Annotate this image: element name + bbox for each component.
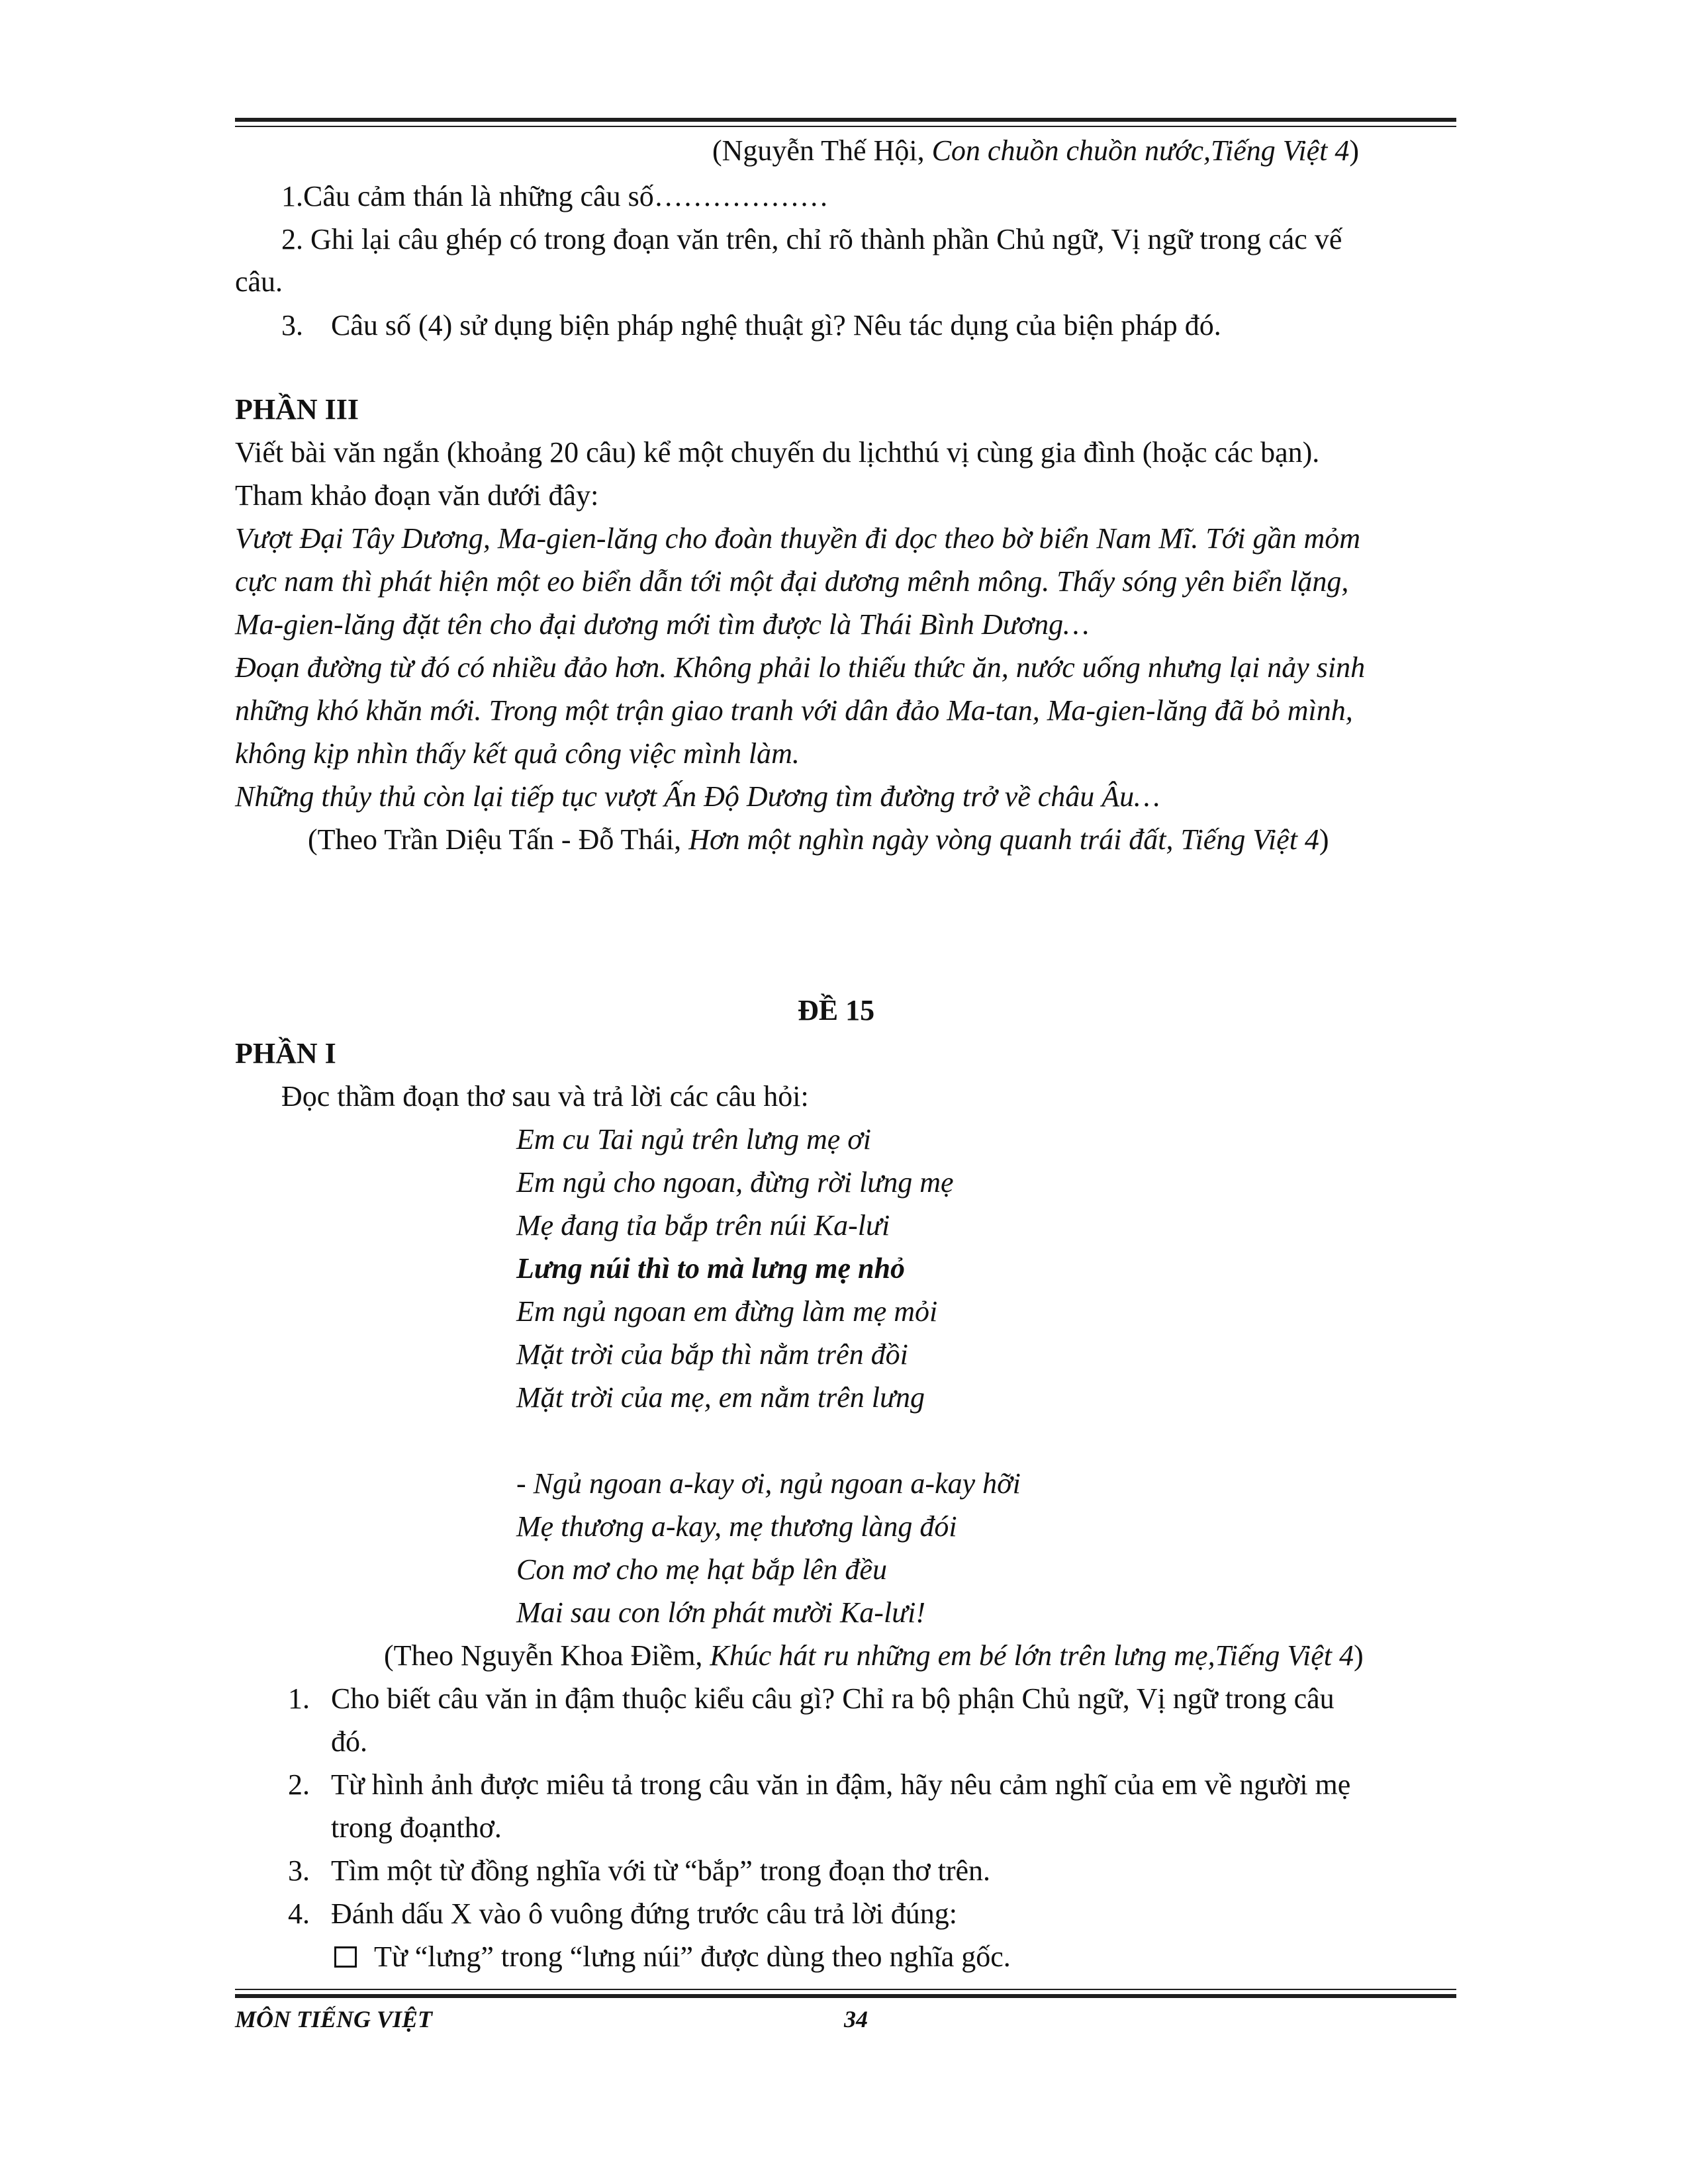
header-rule-thick [235,118,1456,122]
poem-line: Mặt trời của bắp thì nằm trên đồi [516,1338,908,1371]
passage-line: Đoạn đường từ đó có nhiều đảo hơn. Không phải lo thiếu thức ăn, nước uống nhưng lại nảy sinh [235,651,1366,684]
header-rule-thin [235,126,1456,127]
poem-line: Mặt trời của mẹ, em nằm trên lưng [516,1381,925,1414]
poem-line-bold: Lưng núi thì to mà lưng mẹ nhỏ [516,1252,905,1285]
part1-instruction: Đọc thầm đoạn thơ sau và trả lời các câu hỏi: [281,1080,809,1113]
passage-line: không kịp nhìn thấy kết quả công việc mình làm. [235,737,800,770]
poem-line: Em ngủ ngoan em đừng làm mẹ mỏi [516,1295,938,1328]
answer-option-1: Từ “lưng” trong “lưng núi” được dùng theo nghĩa gốc. [334,1942,1011,1972]
question-2-line1: 2. Ghi lại câu ghép có trong đoạn văn trên, chỉ rõ thành phần Chủ ngữ, Vị ngữ trong các vế [281,223,1342,255]
de15-question-2-line2: trong đoạnthơ. [331,1811,502,1844]
passage-line: Những thủy thủ còn lại tiếp tục vượt Ấn Độ Dương tìm đường trở về châu Âu… [235,780,1160,813]
footer-subject: MÔN TIẾNG VIỆT [235,2006,433,2032]
part3-reference-intro: Tham khảo đoạn văn dưới đây: [235,479,599,512]
passage-line: cực nam thì phát hiện một eo biển dẫn tới một đại dương mênh mông. Thấy sóng yên biển lặng, [235,565,1349,598]
de15-question-3-number: 3. [288,1854,310,1887]
header-citation: (Nguyễn Thế Hội, Con chuồn chuồn nước,Tiếng Việt 4) [712,134,1360,167]
part3-heading: PHẦN III [235,393,359,426]
part3-citation: (Theo Trần Diệu Tấn - Đỗ Thái, Hơn một nghìn ngày vòng quanh trái đất, Tiếng Việt 4) [308,823,1329,856]
poem-citation: (Theo Nguyễn Khoa Điềm, Khúc hát ru những em bé lớn trên lưng mẹ,Tiếng Việt 4) [384,1639,1364,1672]
passage-line: Vượt Đại Tây Dương, Ma-gien-lăng cho đoàn thuyền đi dọc theo bờ biển Nam Mĩ. Tới gần mỏm [235,522,1361,555]
poem-line: Mẹ đang tỉa bắp trên núi Ka-lưi [516,1209,890,1242]
page-number: 34 [844,2006,868,2032]
passage-line: những khó khăn mới. Trong một trận giao tranh với dân đảo Ma-tan, Ma-gien-lăng đã bỏ mình, [235,694,1353,727]
poem-line: - Ngủ ngoan a-kay ơi, ngủ ngoan a-kay hỡi [516,1467,1021,1500]
de15-question-1-line2: đó. [331,1725,367,1758]
de15-question-4-number: 4. [288,1897,310,1930]
de15-question-2-line1: Từ hình ảnh được miêu tả trong câu văn in đậm, hãy nêu cảm nghĩ của em về người mẹ [331,1768,1351,1801]
de15-question-1-number: 1. [288,1682,310,1715]
question-3-number: 3. [281,309,303,341]
poem-line: Mẹ thương a-kay, mẹ thương làng đói [516,1510,957,1543]
poem-line: Em ngủ cho ngoan, đừng rời lưng mẹ [516,1166,954,1199]
footer-rule-thick [235,1994,1456,1998]
de15-question-2-number: 2. [288,1768,310,1801]
poem-line: Con mơ cho mẹ hạt bắp lên đều [516,1553,887,1586]
de15-question-1-line1: Cho biết câu văn in đậm thuộc kiểu câu gì? Chỉ ra bộ phận Chủ ngữ, Vị ngữ trong câu [331,1682,1335,1715]
question-1: 1.Câu cảm thán là những câu số……………… [281,180,829,212]
question-3-text: Câu số (4) sử dụng biện pháp nghệ thuật gì? Nêu tác dụng của biện pháp đó. [331,309,1221,341]
de15-question-4-line1: Đánh dấu X vào ô vuông đứng trước câu trả lời đúng: [331,1897,957,1930]
poem-line: Mai sau con lớn phát mười Ka-lưi! [516,1596,926,1629]
question-2-line2: câu. [235,265,283,298]
part1-heading: PHẦN I [235,1037,336,1069]
passage-line: Ma-gien-lăng đặt tên cho đại dương mới tìm được là Thái Bình Dương… [235,608,1090,641]
exam-title: ĐỀ 15 [798,994,875,1026]
de15-question-3-line1: Tìm một từ đồng nghĩa với từ “bắp” trong đoạn thơ trên. [331,1854,991,1887]
footer-rule-thin [235,1989,1456,1990]
checkbox[interactable] [334,1946,357,1968]
part3-task: Viết bài văn ngắn (khoảng 20 câu) kể một chuyến du lịchthú vị cùng gia đình (hoặc các bạn). [235,436,1320,469]
poem-line: Em cu Tai ngủ trên lưng mẹ ơi [516,1123,871,1156]
